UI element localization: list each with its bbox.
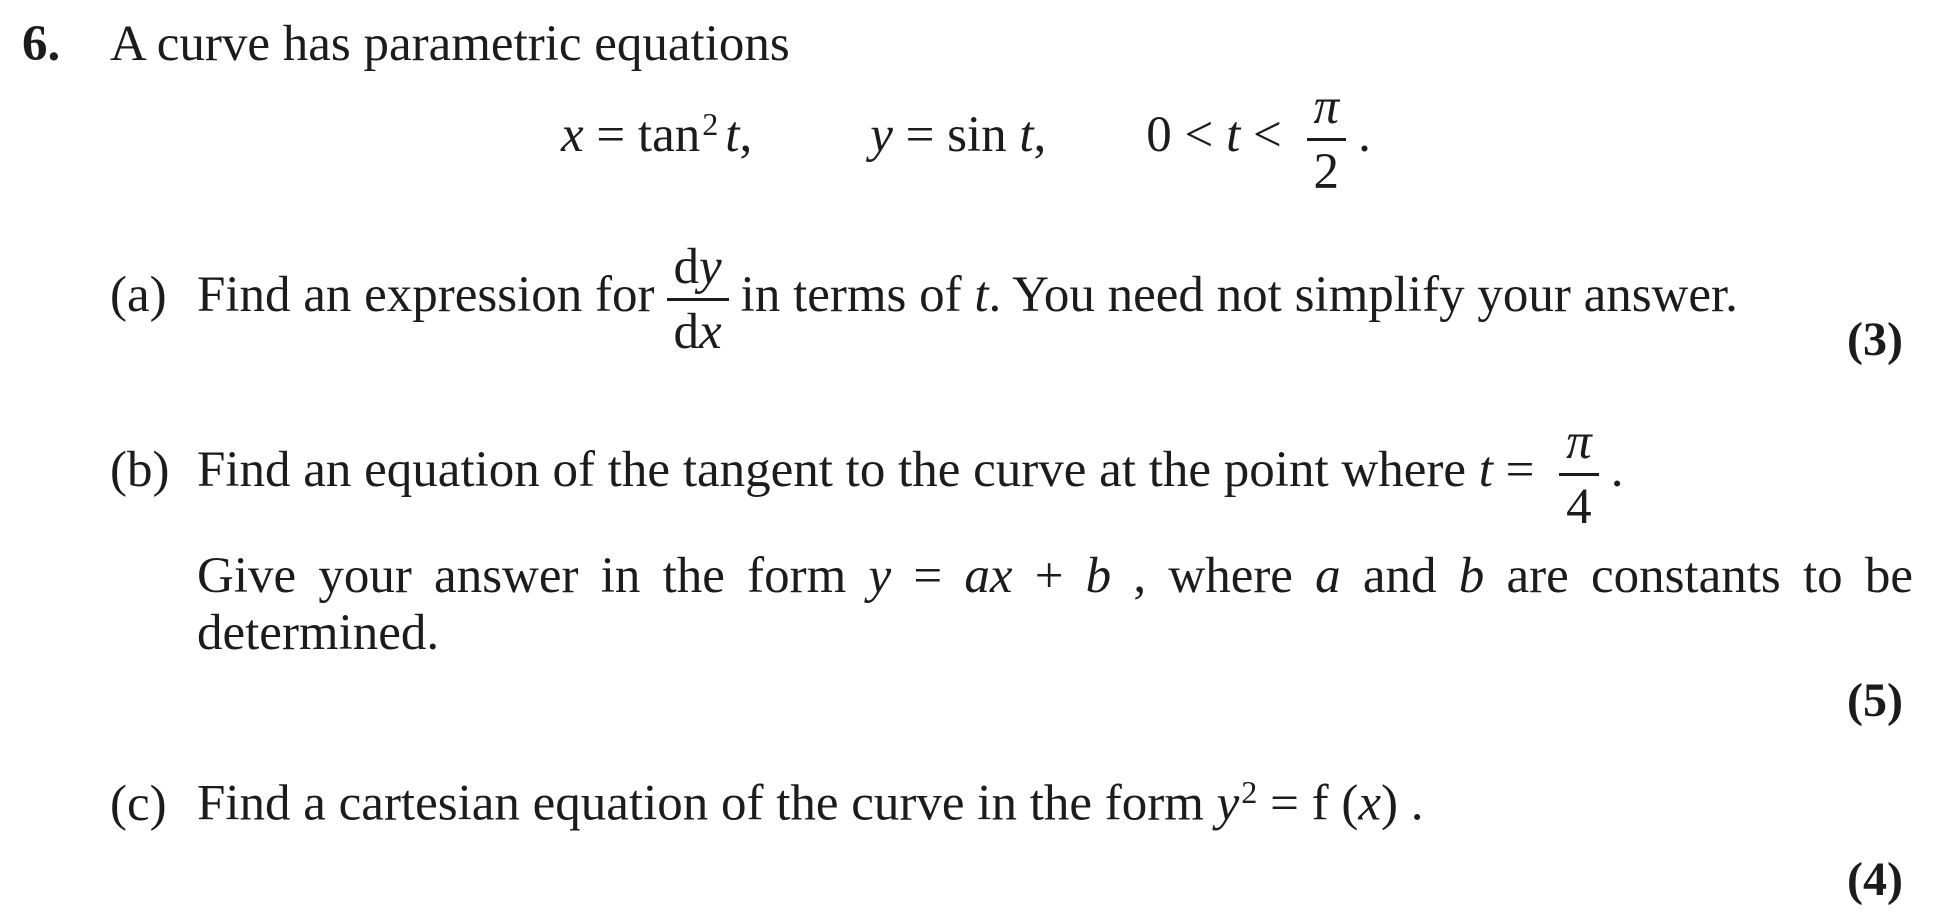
equation-x-var: x — [561, 107, 584, 164]
paragraph-text: Give your answer in the form — [197, 548, 847, 604]
ax-term: ax — [964, 548, 1013, 604]
equation-x-comma: , — [739, 107, 753, 164]
part-b-text-before: Find an equation of the tangent to the curve at the point where — [197, 442, 1479, 499]
b-var: b — [1085, 548, 1112, 604]
part-c-marks-badge: (4) — [1847, 853, 1903, 906]
domain-var: t — [1226, 107, 1241, 164]
part-a-marks-badge: (3) — [1847, 313, 1903, 366]
part-a-row — [110, 239, 1738, 360]
equation-y-comma: , — [1033, 107, 1047, 164]
d-upright: d — [673, 239, 700, 295]
part-c-rel: = f ( — [1257, 775, 1359, 832]
part-c-label: (c) — [110, 775, 167, 832]
plus-sign: + — [1034, 548, 1064, 604]
part-b-row — [110, 414, 1623, 535]
pi-over-4-fraction — [1559, 414, 1599, 535]
fraction-denominator — [667, 298, 729, 360]
part-a-label: (a) — [110, 267, 167, 324]
question-intro-text: A curve has parametric equations — [110, 16, 790, 72]
domain-period: . — [1358, 107, 1371, 164]
part-a-var-t: t — [974, 267, 989, 324]
equation-domain — [1146, 79, 1371, 201]
x-var: x — [1358, 775, 1381, 832]
part-a-text-after: . You need not simplify your answer. — [988, 267, 1738, 324]
y-var: y — [868, 548, 892, 604]
part-c-close: ) . — [1380, 775, 1424, 832]
fraction-denominator: 2 — [1307, 138, 1347, 200]
y-var: y — [699, 239, 722, 295]
domain-lower-bound: 0 < — [1146, 107, 1227, 164]
fraction-numerator — [667, 239, 729, 298]
equation-y-term — [870, 107, 1046, 163]
y-exponent: 2 — [1241, 774, 1258, 810]
fraction-numerator: π — [1566, 414, 1592, 470]
part-b-rel: = — [1492, 442, 1548, 499]
pi-over-2-fraction — [1307, 79, 1347, 200]
part-b-period: . — [1610, 442, 1624, 499]
fraction-numerator: π — [1313, 79, 1340, 135]
equals-sign: = — [913, 548, 943, 604]
equation-x-rel: = tan — [583, 107, 701, 164]
equation-y-arg: t — [1019, 107, 1034, 164]
question-number: 6. — [22, 16, 61, 72]
part-c-text-before: Find a cartesian equation of the curve in the form — [197, 775, 1217, 832]
part-b-var-t: t — [1478, 442, 1493, 499]
paragraph-text: and — [1362, 548, 1437, 604]
equation-y-rel: = sin — [892, 107, 1020, 164]
part-c-row — [110, 774, 1423, 833]
part-a-text-before: Find an expression for — [197, 267, 655, 324]
part-b-paragraph-line1 — [197, 548, 1913, 605]
part-a-text-mid: in terms of — [740, 267, 975, 324]
part-b-paragraph — [197, 548, 1913, 662]
domain-upper-rel: < — [1240, 107, 1295, 164]
equation-x-exponent: 2 — [702, 105, 719, 142]
dy-dx-fraction — [667, 239, 729, 360]
equation-x-term — [561, 107, 752, 163]
part-b-marks-badge: (5) — [1847, 674, 1903, 727]
equation-y-var: y — [870, 107, 893, 164]
fraction-denominator: 4 — [1559, 473, 1599, 535]
part-b-paragraph-line2: determined. — [197, 605, 440, 661]
paragraph-text: , where — [1133, 548, 1293, 604]
b-var: b — [1458, 548, 1485, 604]
part-b-label: (b) — [110, 442, 170, 499]
x-var: x — [699, 304, 722, 361]
y-var: y — [1216, 775, 1240, 832]
d-upright: d — [673, 304, 700, 361]
question-intro-row — [22, 15, 790, 73]
paragraph-text: are constants to be — [1506, 548, 1913, 604]
display-equation — [561, 79, 1371, 200]
a-var: a — [1315, 548, 1341, 604]
equation-x-arg: t — [725, 107, 740, 164]
